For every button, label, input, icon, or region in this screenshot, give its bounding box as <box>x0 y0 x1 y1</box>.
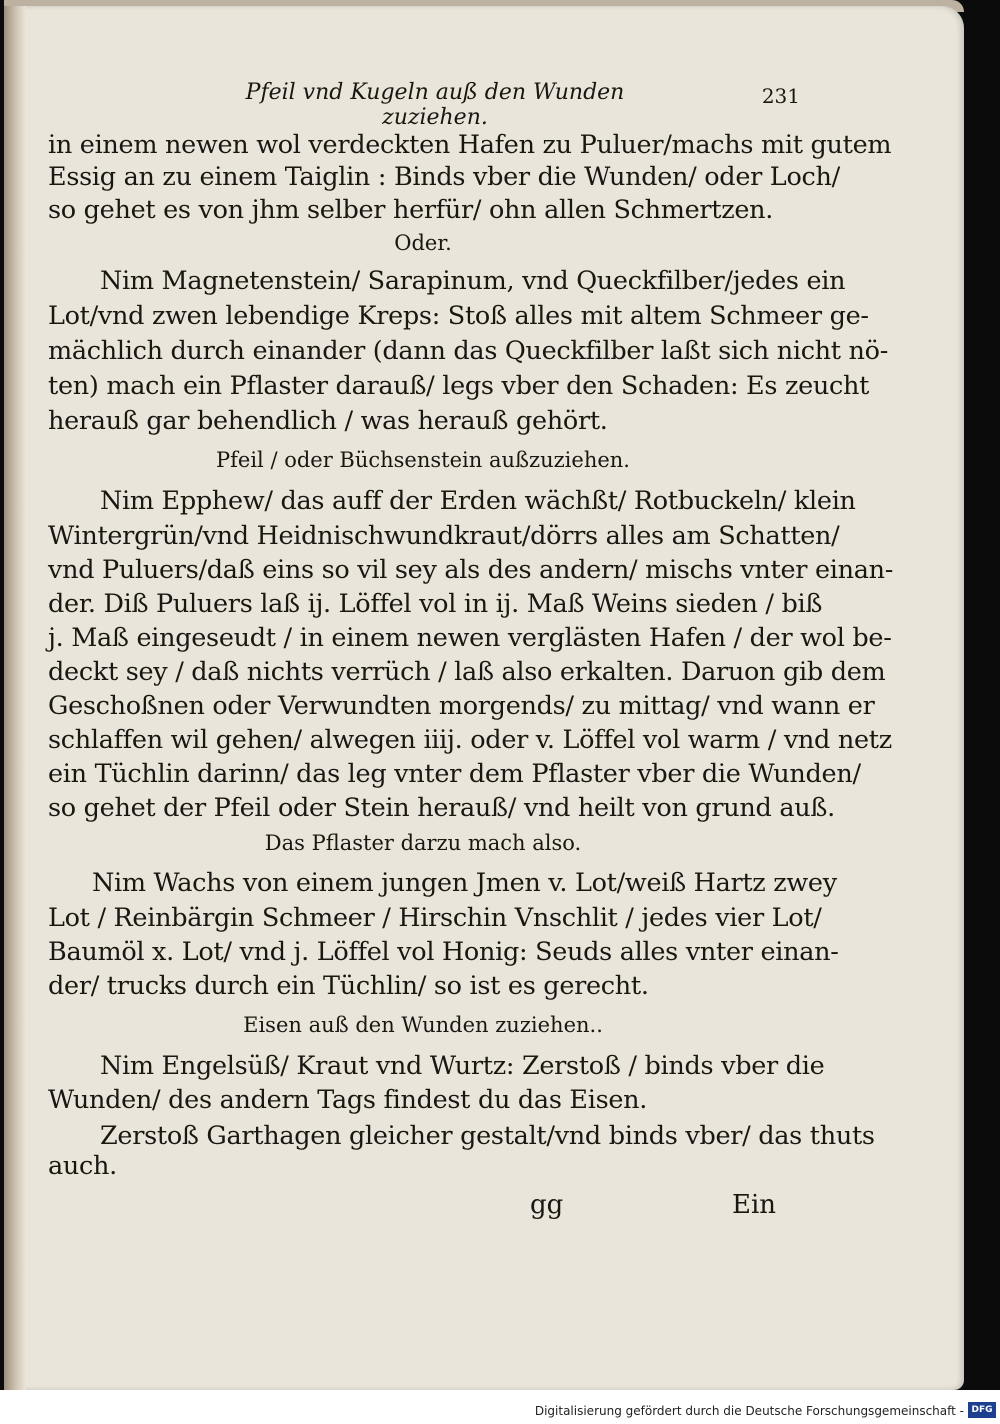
text-line: der/ trucks durch ein Tüchlin/ so ist es gerecht. <box>48 971 649 1001</box>
text-line: Wunden/ des andern Tags findest du das Eisen. <box>48 1085 648 1115</box>
text-line: auch. <box>48 1151 117 1181</box>
text-line: deckt sey / daß nichts verrüch / laß also erkalten. Daruon gib dem <box>48 657 886 687</box>
text-line: herauß gar behendlich / was herauß gehört. <box>48 406 608 436</box>
text-line: Nim Epphew/ das auff der Erden wächßt/ Rotbuckeln/ klein <box>100 486 856 516</box>
book-gutter <box>4 6 26 1390</box>
signature-mark: gg <box>530 1190 564 1220</box>
text-line: Zerstoß Garthagen gleicher gestalt/vnd binds vber/ das thuts <box>100 1121 875 1151</box>
text-line: schlaffen wil gehen/ alwegen iiij. oder v. Löffel vol warm / vnd netz <box>48 725 892 755</box>
section-heading: Das Pflaster darzu mach also. <box>264 831 582 855</box>
section-heading: Eisen auß den Wunden zuziehen.. <box>243 1013 603 1037</box>
text-line: Nim Engelsüß/ Kraut vnd Wurtz: Zerstoß / binds vber die <box>100 1051 825 1081</box>
section-heading: Pfeil / oder Büchsenstein außzuziehen. <box>216 448 630 472</box>
text-line: Geschoßnen oder Verwundten morgends/ zu mittag/ vnd wann er <box>48 691 875 721</box>
dfg-logo: DFG <box>968 1402 996 1418</box>
text-line: Lot / Reinbärgin Schmeer / Hirschin Vnschlit / jedes vier Lot/ <box>48 903 822 933</box>
text-line: so gehet es von jhm selber herfür/ ohn allen Schmertzen. <box>48 195 774 225</box>
section-heading: Oder. <box>394 231 452 255</box>
text-line: der. Diß Puluers laß ij. Löffel vol in ij. Maß Weins sieden / biß <box>48 589 823 619</box>
text-line: Nim Wachs von einem jungen Jmen v. Lot/weiß Hartz zwey <box>92 868 837 898</box>
text-line: Baumöl x. Lot/ vnd j. Löffel vol Honig: Seuds alles vnter einan- <box>48 937 839 967</box>
catchword: Ein <box>732 1190 777 1220</box>
running-head: Pfeil vnd Kugeln auß den Wunden zuziehen. <box>245 80 625 130</box>
text-line: Wintergrün/vnd Heidnischwundkraut/dörrs alles am Schatten/ <box>48 521 840 551</box>
text-line: j. Maß eingeseudt / in einem newen verglästen Hafen / der wol be- <box>48 623 892 653</box>
text-line: mächlich durch einander (dann das Queckfilber laßt sich nicht nö- <box>48 336 889 366</box>
text-line: vnd Puluers/daß eins so vil sey als des andern/ mischs vnter einan- <box>48 555 894 585</box>
text-line: ein Tüchlin darinn/ das leg vnter dem Pflaster vber die Wunden/ <box>48 759 861 789</box>
text-line: so gehet der Pfeil oder Stein herauß/ vnd heilt von grund auß. <box>48 793 835 823</box>
text-line: Lot/vnd zwen lebendige Kreps: Stoß alles mit altem Schmeer ge- <box>48 301 869 331</box>
text-line: in einem newen wol verdeckten Hafen zu Puluer/machs mit gutem <box>48 130 892 160</box>
page-number: 231 <box>761 84 800 108</box>
text-line: ten) mach ein Pflaster darauß/ legs vber den Schaden: Es zeucht <box>48 371 870 401</box>
text-line: Nim Magnetenstein/ Sarapinum, vnd Queckfilber/jedes ein <box>100 266 846 296</box>
text-line: Essig an zu einem Taiglin : Binds vber die Wunden/ oder Loch/ <box>48 162 840 192</box>
footer-credit: Digitalisierung gefördert durch die Deutsche Forschungsgemeinschaft - <box>534 1404 964 1418</box>
